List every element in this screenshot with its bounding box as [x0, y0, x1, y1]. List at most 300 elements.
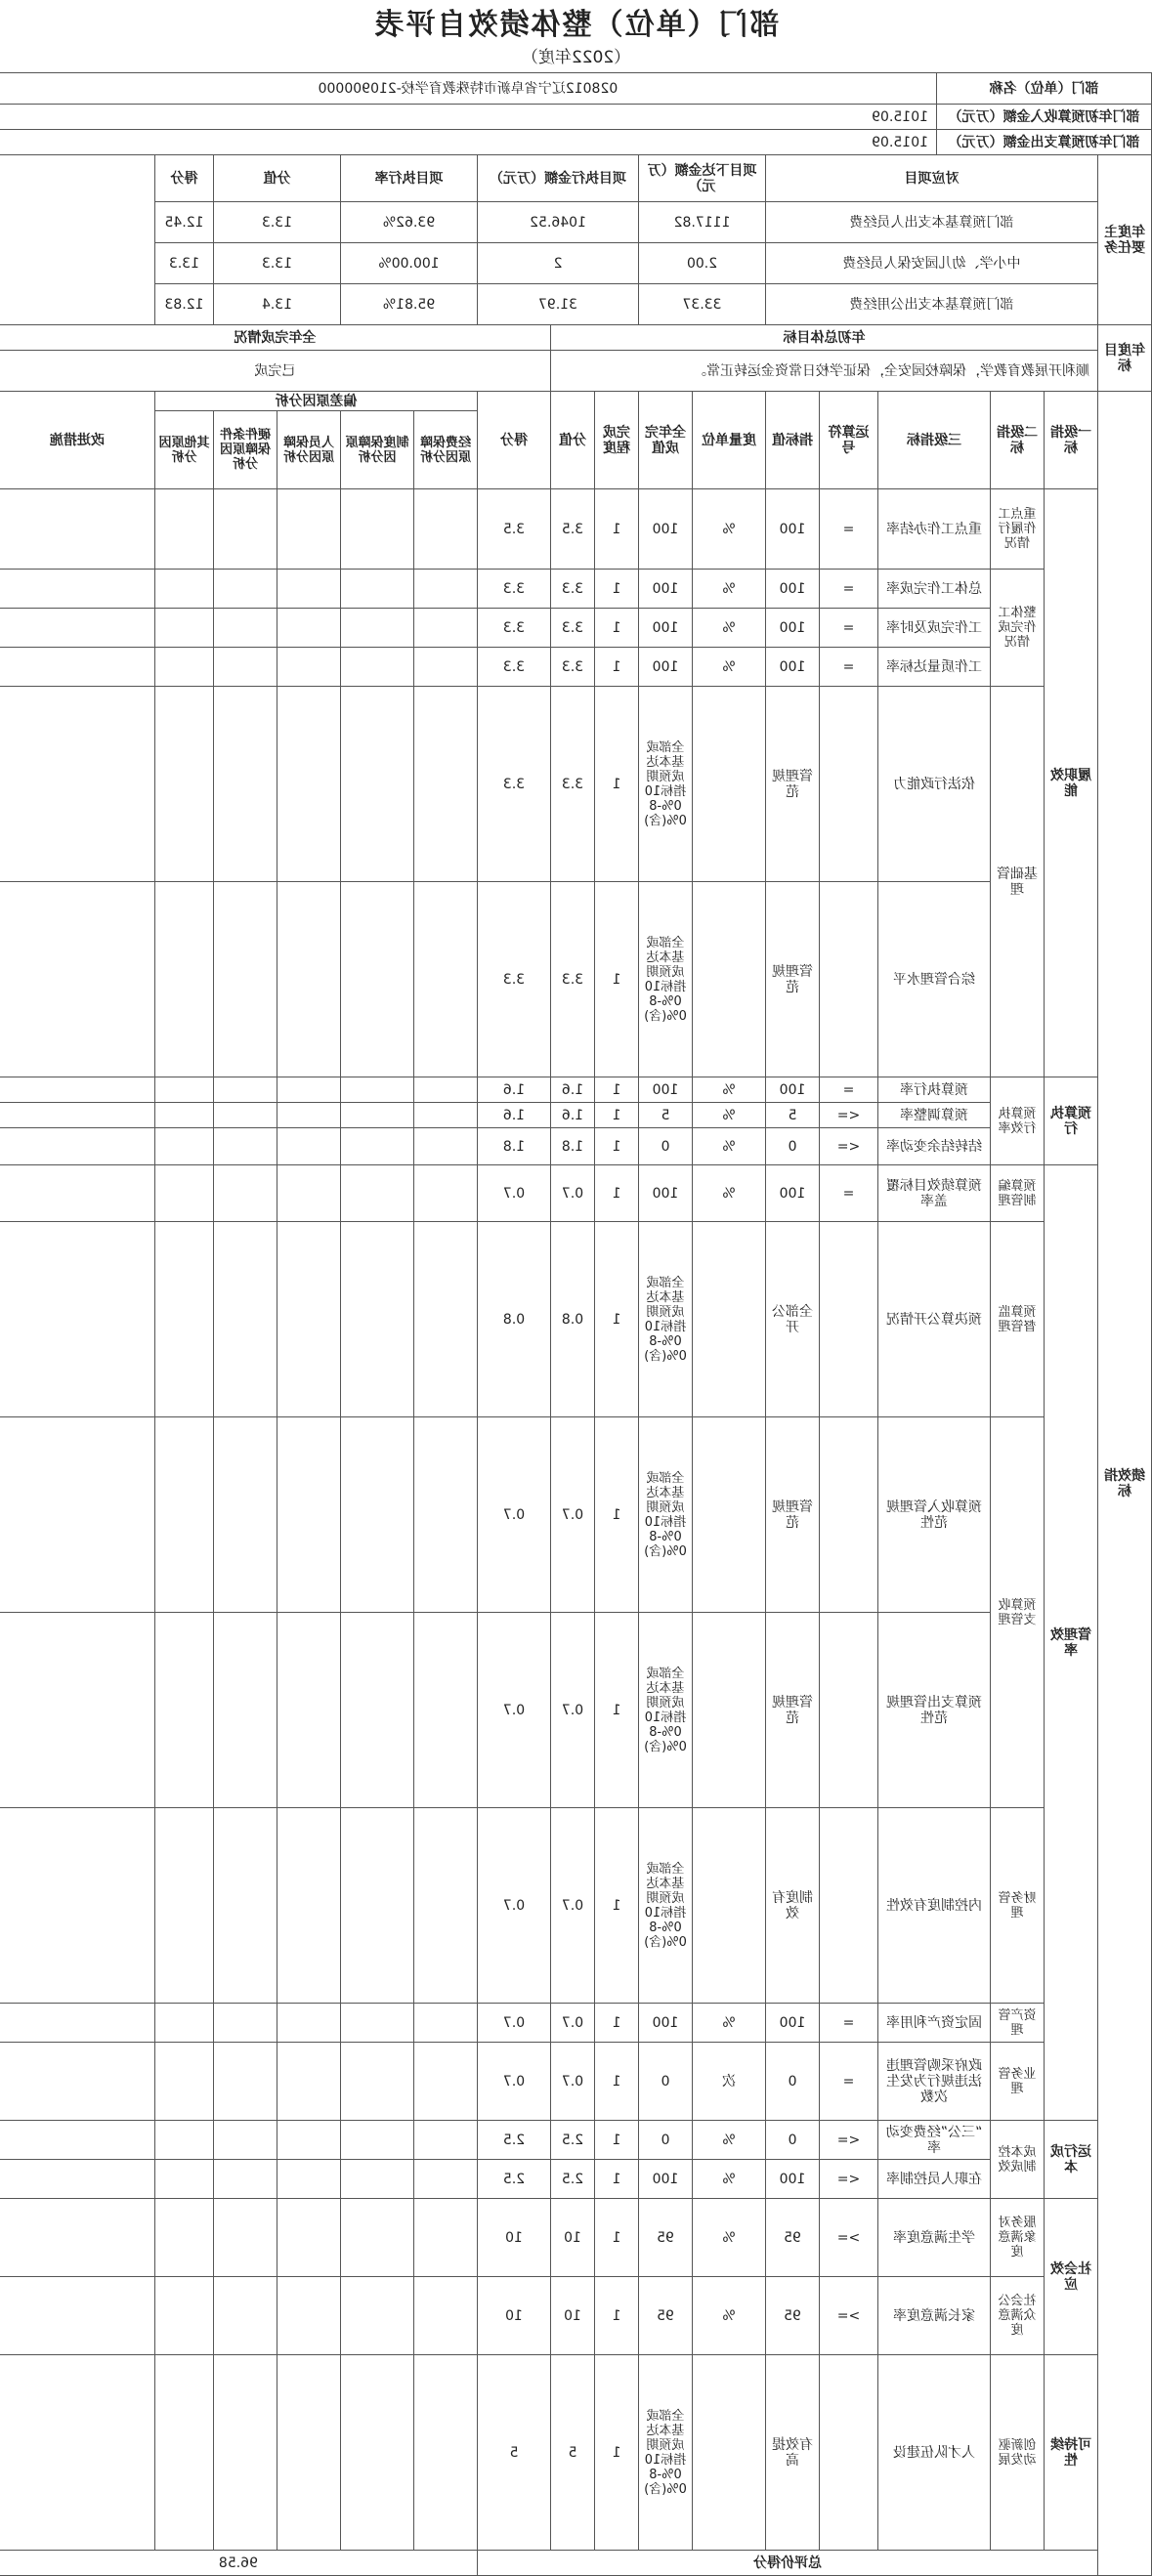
dev-cell [155, 1077, 214, 1103]
actual-cell: 全部或基本达成预期指标100%-80%(含) [639, 1417, 693, 1613]
task-header-assigned: 项目下达金额（万元） [639, 155, 766, 202]
l3-cell: 综合管理水平 [878, 882, 991, 1077]
perf-row [0, 1103, 1152, 1128]
dev-cell [214, 609, 277, 648]
val-cell: 100 [766, 489, 820, 570]
fix-cell [0, 2043, 155, 2121]
dev-cell [214, 1128, 277, 1165]
l3-cell: 预算收入管理规范性 [878, 1417, 991, 1613]
dev-cell [155, 882, 214, 1077]
unit-cell: % [693, 1165, 766, 1222]
dev-cell [155, 1165, 214, 1222]
perf-h-op: 运算符号 [820, 392, 878, 489]
dev-cell [214, 687, 277, 882]
dev-cell [414, 2277, 478, 2355]
dev-cell [414, 489, 478, 570]
perf-h-d1: 经费保障原因分析 [414, 411, 478, 489]
rate-cell: 1 [595, 1165, 639, 1222]
task-score: 13.3 [214, 202, 341, 243]
total-value: 96.58 [0, 2551, 478, 2576]
perf-h-got: 得分 [478, 392, 551, 489]
dev-cell [414, 2160, 478, 2199]
score-cell: 1.6 [551, 1077, 595, 1103]
perf-row [0, 1077, 1152, 1103]
dev-cell [155, 609, 214, 648]
info-row-expense [0, 130, 1152, 155]
got-cell: 0.7 [478, 1417, 551, 1613]
dev-cell [414, 882, 478, 1077]
unit-cell: % [693, 1077, 766, 1103]
val-cell: 95 [766, 2199, 820, 2277]
perf-h-l2: 二级指标 [991, 392, 1045, 489]
perf-row [0, 2004, 1152, 2043]
dev-cell [214, 2004, 277, 2043]
goal-target-header: 年初总体目标 [551, 325, 1098, 351]
dev-cell [214, 2160, 277, 2199]
dev-cell [341, 609, 414, 648]
dev-cell [341, 2004, 414, 2043]
dev-cell [155, 1128, 214, 1165]
dev-cell [155, 1222, 214, 1417]
dev-cell [155, 2121, 214, 2160]
dev-cell [414, 2199, 478, 2277]
op-cell: <= [820, 2121, 878, 2160]
dev-cell [414, 2121, 478, 2160]
rate-cell: 1 [595, 1417, 639, 1613]
perf-row [0, 882, 1152, 1077]
val-cell: 5 [766, 1103, 820, 1128]
dev-cell [341, 2043, 414, 2121]
actual-cell: 全部或基本达成预期指标100%-80%(含) [639, 1808, 693, 2004]
info-row-dept [0, 73, 1152, 105]
dev-cell [341, 2121, 414, 2160]
perf-h-fix: 改进措施 [0, 392, 155, 489]
dev-cell [341, 1613, 414, 1808]
task-executed: 1046.52 [478, 202, 639, 243]
l2-cell: 整体工作完成情况 [991, 570, 1045, 687]
rate-cell: 1 [595, 2004, 639, 2043]
perf-row [0, 1222, 1152, 1417]
got-cell: 5 [478, 2355, 551, 2551]
dev-cell [214, 1222, 277, 1417]
task-got: 12.83 [155, 284, 214, 325]
score-cell: 1.6 [551, 1103, 595, 1128]
perf-row [0, 1165, 1152, 1222]
dev-cell [155, 2043, 214, 2121]
dev-cell [414, 687, 478, 882]
actual-cell: 0 [639, 2043, 693, 2121]
perf-row [0, 648, 1152, 687]
op-cell: >= [820, 2199, 878, 2277]
op-cell: <= [820, 1128, 878, 1165]
unit-cell: % [693, 2199, 766, 2277]
op-cell: = [820, 1077, 878, 1103]
fix-cell [0, 1808, 155, 2004]
goal-row [0, 351, 1152, 392]
dev-cell [155, 687, 214, 882]
l2-cell: 重点工作履行情况 [991, 489, 1045, 570]
dev-cell [155, 648, 214, 687]
got-cell: 3.3 [478, 609, 551, 648]
score-cell: 2.5 [551, 2160, 595, 2199]
score-cell: 0.7 [551, 1613, 595, 1808]
actual-cell: 0 [639, 2121, 693, 2160]
task-row [0, 284, 1152, 325]
val-cell: 管理规范 [766, 1613, 820, 1808]
dev-cell [341, 1165, 414, 1222]
l2-cell: 预算执行效率 [991, 1077, 1045, 1165]
val-cell: 100 [766, 1165, 820, 1222]
op-cell [820, 1417, 878, 1613]
dev-cell [414, 1103, 478, 1128]
l3-cell: 预算绩效目标覆盖率 [878, 1165, 991, 1222]
val-cell: 100 [766, 609, 820, 648]
dev-cell [214, 2199, 277, 2277]
task-assigned: 33.37 [639, 284, 766, 325]
dev-cell [341, 489, 414, 570]
actual-cell: 100 [639, 609, 693, 648]
l3-cell: 预算支出管理规范性 [878, 1613, 991, 1808]
rate-cell: 1 [595, 2355, 639, 2551]
dev-cell [214, 1165, 277, 1222]
unit-cell [693, 1222, 766, 1417]
dev-cell [414, 648, 478, 687]
fix-cell [0, 882, 155, 1077]
fix-cell [0, 2160, 155, 2199]
perf-row [0, 2277, 1152, 2355]
l3-cell: 家长满意度率 [878, 2277, 991, 2355]
task-rate: 93.62% [341, 202, 478, 243]
val-cell: 全部公开 [766, 1222, 820, 1417]
task-project: 部门预算基本支出人员经费 [766, 202, 1098, 243]
l2-cell: 预算编制管理 [991, 1165, 1045, 1222]
expense-value: 1015.09 [0, 130, 937, 155]
op-cell: = [820, 2004, 878, 2043]
val-cell: 有效提高 [766, 2355, 820, 2551]
score-cell: 0.7 [551, 1417, 595, 1613]
task-header-rate: 项目执行率 [341, 155, 478, 202]
actual-cell: 0 [639, 1128, 693, 1165]
task-section-label: 年度主要任务 [1098, 155, 1152, 325]
dev-cell [214, 882, 277, 1077]
dev-cell [414, 570, 478, 609]
l3-cell: 工作质量达标率 [878, 648, 991, 687]
dev-cell [277, 2121, 341, 2160]
l1-cell: 可持续性 [1045, 2355, 1098, 2551]
task-score: 13.4 [214, 284, 341, 325]
val-cell: 0 [766, 2043, 820, 2121]
goal-completion-header: 全年完成情况 [0, 325, 551, 351]
fix-cell [0, 1613, 155, 1808]
evaluation-table [0, 72, 1152, 2576]
task-row [0, 202, 1152, 243]
task-rate: 100.00% [341, 243, 478, 284]
unit-cell [693, 1808, 766, 2004]
op-cell [820, 1808, 878, 2004]
perf-row [0, 609, 1152, 648]
l1-cell: 预算执行 [1045, 1077, 1098, 1165]
val-cell: 0 [766, 1128, 820, 1165]
dev-cell [341, 1222, 414, 1417]
score-cell: 0.7 [551, 2043, 595, 2121]
l3-cell: 固定资产利用率 [878, 2004, 991, 2043]
dev-cell [414, 1165, 478, 1222]
op-cell: = [820, 570, 878, 609]
unit-cell: % [693, 2004, 766, 2043]
unit-cell: % [693, 1103, 766, 1128]
l3-cell: 预算调整率 [878, 1103, 991, 1128]
fix-cell [0, 648, 155, 687]
rate-cell: 1 [595, 609, 639, 648]
dev-cell [341, 1077, 414, 1103]
dev-cell [277, 1417, 341, 1613]
got-cell: 1.6 [478, 1103, 551, 1128]
dev-cell [341, 2199, 414, 2277]
perf-h-l1: 一级指标 [1045, 392, 1098, 489]
unit-cell [693, 1417, 766, 1613]
dept-value: 028012辽宁省阜新市特殊教育学校-210900000 [0, 73, 937, 105]
dev-cell [214, 2043, 277, 2121]
val-cell: 管理规范 [766, 687, 820, 882]
fix-cell [0, 2004, 155, 2043]
score-cell: 1.8 [551, 1128, 595, 1165]
dev-cell [214, 489, 277, 570]
total-label: 总评价得分 [478, 2551, 1098, 2576]
goal-completion-text: 已完成 [0, 351, 551, 392]
task-row [0, 243, 1152, 284]
l1-cell: 社会效应 [1045, 2199, 1098, 2355]
rate-cell: 1 [595, 2199, 639, 2277]
fix-cell [0, 1165, 155, 1222]
dev-cell [277, 1103, 341, 1128]
fix-cell [0, 1222, 155, 1417]
dev-cell [341, 1128, 414, 1165]
actual-cell: 95 [639, 2277, 693, 2355]
perf-h-d2: 制度保障原因分析 [341, 411, 414, 489]
dev-cell [341, 1103, 414, 1128]
task-header-score: 分值 [214, 155, 341, 202]
perf-row [0, 489, 1152, 570]
dev-cell [277, 1165, 341, 1222]
val-cell: 100 [766, 1077, 820, 1103]
task-header-project: 对应项目 [766, 155, 1098, 202]
op-cell [820, 2355, 878, 2551]
dev-cell [277, 2277, 341, 2355]
dev-cell [155, 1808, 214, 2004]
actual-cell: 5 [639, 1103, 693, 1128]
perf-row [0, 1808, 1152, 2004]
task-got: 12.45 [155, 202, 214, 243]
op-cell: = [820, 2043, 878, 2121]
l3-cell: 重点工作办结率 [878, 489, 991, 570]
score-cell: 3.3 [551, 882, 595, 1077]
task-executed: 31.97 [478, 284, 639, 325]
dev-cell [214, 1808, 277, 2004]
rate-cell: 1 [595, 648, 639, 687]
score-cell: 10 [551, 2199, 595, 2277]
info-row-income [0, 105, 1152, 130]
score-cell: 5 [551, 2355, 595, 2551]
fix-cell [0, 2355, 155, 2551]
actual-cell: 全部或基本达成预期指标100%-80%(含) [639, 882, 693, 1077]
l2-cell: 基础管理 [991, 687, 1045, 1077]
rate-cell: 1 [595, 882, 639, 1077]
dev-cell [155, 2199, 214, 2277]
l2-cell: 业务管理 [991, 2043, 1045, 2121]
task-assigned: 2.00 [639, 243, 766, 284]
l3-cell: 预算执行率 [878, 1077, 991, 1103]
dev-cell [341, 2277, 414, 2355]
task-got: 13.3 [155, 243, 214, 284]
actual-cell: 100 [639, 489, 693, 570]
l3-cell: 在职人员控制率 [878, 2160, 991, 2199]
got-cell: 3.3 [478, 570, 551, 609]
rate-cell: 1 [595, 570, 639, 609]
dev-cell [277, 1077, 341, 1103]
op-cell: = [820, 648, 878, 687]
actual-cell: 100 [639, 2004, 693, 2043]
l3-cell: “三公”经费变动率 [878, 2121, 991, 2160]
actual-cell: 全部或基本达成预期指标100%-80%(含) [639, 687, 693, 882]
op-cell: <= [820, 1103, 878, 1128]
l1-cell: 履职效能 [1045, 489, 1098, 1077]
perf-row [0, 570, 1152, 609]
dev-cell [214, 2121, 277, 2160]
dev-cell [414, 1077, 478, 1103]
total-row [0, 2551, 1152, 2576]
income-value: 1015.09 [0, 105, 937, 130]
fix-cell [0, 2199, 155, 2277]
dev-cell [414, 2355, 478, 2551]
dev-cell [414, 1808, 478, 2004]
goal-header-row [0, 325, 1152, 351]
dev-cell [214, 1417, 277, 1613]
got-cell: 3.3 [478, 882, 551, 1077]
task-executed: 2 [478, 243, 639, 284]
score-cell: 2.5 [551, 2121, 595, 2160]
perf-h-score: 分值 [551, 392, 595, 489]
score-cell: 0.7 [551, 2004, 595, 2043]
perf-row [0, 2160, 1152, 2199]
l2-cell: 社会公众满意度 [991, 2277, 1045, 2355]
l2-cell: 财务管理 [991, 1808, 1045, 2004]
dev-cell [214, 2355, 277, 2551]
perf-h-val: 指标值 [766, 392, 820, 489]
dev-cell [277, 489, 341, 570]
l2-cell: 资产管理 [991, 2004, 1045, 2043]
got-cell: 3.3 [478, 648, 551, 687]
op-cell [820, 1613, 878, 1808]
score-cell: 3.3 [551, 648, 595, 687]
actual-cell: 100 [639, 648, 693, 687]
dev-cell [277, 1128, 341, 1165]
dev-cell [277, 648, 341, 687]
unit-cell: % [693, 570, 766, 609]
got-cell: 1.6 [478, 1077, 551, 1103]
l3-cell: 人才队伍建设 [878, 2355, 991, 2551]
dept-label: 部门（单位）名称 [937, 73, 1152, 105]
actual-cell: 100 [639, 2160, 693, 2199]
l3-cell: 政府采购管理违法违规行为发生次数 [878, 2043, 991, 2121]
rate-cell: 1 [595, 2277, 639, 2355]
score-cell: 0.8 [551, 1222, 595, 1417]
fix-cell [0, 1103, 155, 1128]
dev-cell [341, 570, 414, 609]
goal-section-label: 年度目标 [1098, 325, 1152, 392]
dev-cell [155, 1103, 214, 1128]
rate-cell: 1 [595, 1808, 639, 2004]
rate-cell: 1 [595, 2121, 639, 2160]
fix-cell [0, 2121, 155, 2160]
dev-cell [277, 882, 341, 1077]
l1-cell: 运行成本 [1045, 2121, 1098, 2199]
dev-cell [414, 1222, 478, 1417]
rate-cell: 1 [595, 1077, 639, 1103]
perf-h-d3: 人员保障原因分析 [277, 411, 341, 489]
l2-cell: 预算监督管理 [991, 1222, 1045, 1417]
unit-cell: % [693, 609, 766, 648]
val-cell: 100 [766, 648, 820, 687]
score-cell: 3.3 [551, 687, 595, 882]
val-cell: 95 [766, 2277, 820, 2355]
got-cell: 2.5 [478, 2121, 551, 2160]
fix-cell [0, 570, 155, 609]
l3-cell: 预决算公开情况 [878, 1222, 991, 1417]
dev-cell [414, 2004, 478, 2043]
dev-cell [214, 570, 277, 609]
perf-h-rate: 完成程度 [595, 392, 639, 489]
page-title: 部门（单位）整体绩效自评表 [372, 8, 780, 42]
got-cell: 0.7 [478, 1613, 551, 1808]
fix-cell [0, 609, 155, 648]
expense-label: 部门年初预算支出金额（万元） [937, 130, 1152, 155]
dev-cell [277, 687, 341, 882]
rate-cell: 1 [595, 1128, 639, 1165]
actual-cell: 100 [639, 1165, 693, 1222]
perf-h-d4: 硬件条件保障原因分析 [214, 411, 277, 489]
l2-cell: 成本控制成效 [991, 2121, 1045, 2199]
op-cell [820, 687, 878, 882]
dev-cell [155, 489, 214, 570]
score-cell: 0.7 [551, 1808, 595, 2004]
dev-cell [277, 2043, 341, 2121]
actual-cell: 全部或基本达成预期指标100%-80%(含) [639, 2355, 693, 2551]
dev-cell [341, 687, 414, 882]
unit-cell: % [693, 648, 766, 687]
dev-cell [155, 2160, 214, 2199]
perf-row [0, 2121, 1152, 2160]
l3-cell: 内控制度有效性 [878, 1808, 991, 2004]
dev-cell [414, 1613, 478, 1808]
dev-cell [341, 2355, 414, 2551]
dev-cell [341, 648, 414, 687]
unit-cell [693, 687, 766, 882]
rate-cell: 1 [595, 2160, 639, 2199]
dev-cell [214, 1613, 277, 1808]
l2-cell: 创新驱动发展 [991, 2355, 1045, 2551]
val-cell: 100 [766, 570, 820, 609]
dev-cell [277, 1222, 341, 1417]
unit-cell: 次 [693, 2043, 766, 2121]
dev-cell [277, 1613, 341, 1808]
unit-cell: % [693, 489, 766, 570]
perf-h-l3: 三级指标 [878, 392, 991, 489]
fix-cell [0, 2277, 155, 2355]
val-cell: 制度有效 [766, 1808, 820, 2004]
perf-row [0, 2199, 1152, 2277]
task-project: 部门预算基本支出公用经费 [766, 284, 1098, 325]
fix-cell [0, 1077, 155, 1103]
